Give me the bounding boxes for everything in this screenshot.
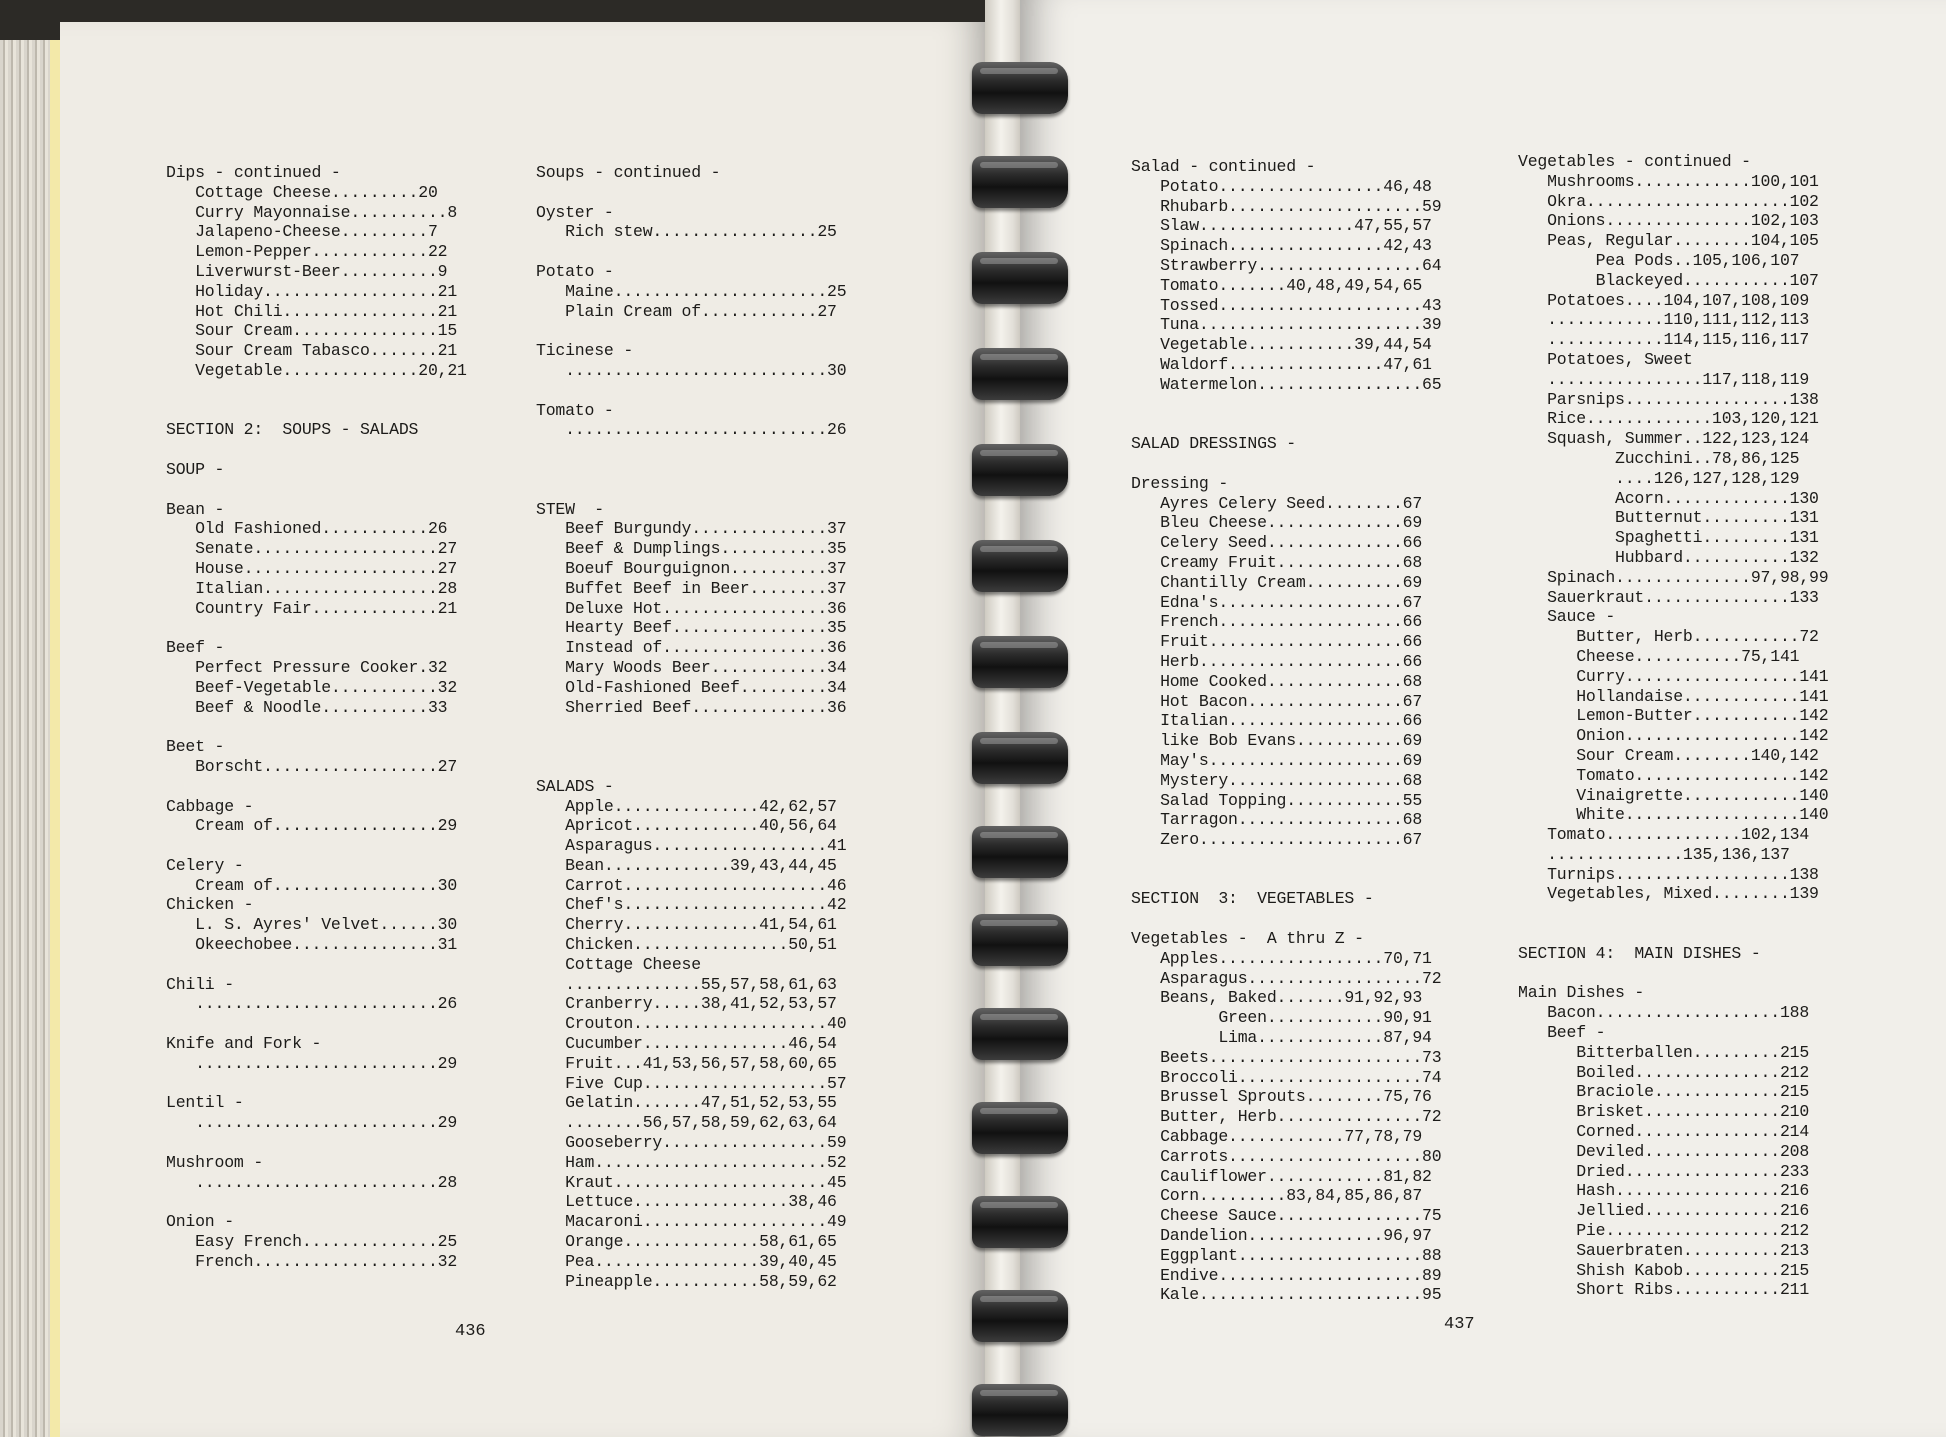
index-entry: Jellied..............216 [1518, 1201, 1810, 1221]
index-entry: Fruit...41,53,56,57,58,60,65 [536, 1053, 837, 1073]
index-entry [536, 717, 846, 737]
index-entry: Cauliflower............81,82 [1131, 1166, 1432, 1186]
index-entry [166, 618, 467, 638]
index-entry: Vegetables - continued - [1518, 152, 1751, 171]
index-entry: Cottage Cheese [536, 954, 701, 974]
page-stack-edge [0, 40, 60, 1437]
index-entry: Crouton....................40 [536, 1014, 847, 1034]
index-entry: Lentil - [166, 1093, 244, 1113]
index-entry: Sauerbraten..........213 [1518, 1240, 1810, 1260]
index-entry: Bean.............39,43,44,45 [536, 855, 837, 875]
index-entry: Boeuf Bourguignon..........37 [536, 558, 847, 578]
index-entry: Short Ribs...........211 [1518, 1280, 1810, 1300]
binding-ring [972, 1384, 1068, 1436]
index-entry [166, 381, 467, 401]
index-entry [536, 381, 846, 401]
index-entry: L. S. Ayres' Velvet......30 [166, 915, 458, 935]
index-entry: Blackeyed...........107 [1518, 270, 1819, 290]
index-entry: Spinach................42,43 [1131, 236, 1432, 256]
index-entry: Dips - continued - [166, 163, 341, 182]
index-entry: Beef-Vegetable...........32 [166, 677, 458, 697]
index-entry: Tarragon.................68 [1131, 810, 1423, 830]
index-entry: Knife and Fork - [166, 1034, 322, 1054]
index-entry: Five Cup...................57 [536, 1073, 847, 1093]
index-entry: Cheese...........75,141 [1518, 646, 1800, 666]
page-number-right: 437 [1444, 1315, 1475, 1334]
index-entry [1518, 924, 1828, 944]
index-entry: Mushroom - [166, 1152, 264, 1172]
index-entry: SALADS - [536, 776, 614, 796]
index-entry: Brussel Sprouts........75,76 [1131, 1087, 1432, 1107]
index-entry [536, 183, 846, 203]
index-entry: Corn.........83,84,85,86,87 [1131, 1186, 1423, 1206]
index-entry: Tossed.....................43 [1131, 295, 1442, 315]
index-entry: Cranberry.....38,41,52,53,57 [536, 994, 837, 1014]
index-entry: Mystery..................68 [1131, 770, 1423, 790]
index-entry: Zero.....................67 [1131, 830, 1423, 850]
index-entry: Hot Chili................21 [166, 301, 458, 321]
index-entry: Vegetable..............20,21 [166, 360, 467, 380]
index-entry: Beans, Baked.......91,92,93 [1131, 988, 1423, 1008]
index-entry: Gelatin.......47,51,52,53,55 [536, 1093, 837, 1113]
index-entry: STEW - [536, 499, 604, 519]
index-entry: ........56,57,58,59,62,63,64 [536, 1113, 837, 1133]
index-entry: Oyster - [536, 202, 614, 222]
binding-ring [972, 1102, 1068, 1154]
index-entry: Onions...............102,103 [1518, 211, 1819, 231]
index-entry [166, 480, 467, 500]
index-entry: Rhubarb....................59 [1131, 196, 1442, 216]
index-entry: Hot Bacon................67 [1131, 691, 1423, 711]
index-entry: Cottage Cheese.........20 [166, 182, 438, 202]
index-entry: Cream of.................30 [166, 875, 458, 895]
index-entry: Chantilly Cream..........69 [1131, 572, 1423, 592]
index-entry: White..................140 [1518, 805, 1829, 825]
index-entry: Holiday..................21 [166, 281, 458, 301]
binding-ring [972, 540, 1068, 592]
index-entry: Beet - [166, 737, 225, 757]
index-entry: Dressing - [1131, 473, 1229, 493]
index-entry: Okra.....................102 [1518, 191, 1819, 211]
index-entry: Cherry..............41,54,61 [536, 915, 837, 935]
index-entry: Home Cooked..............68 [1131, 671, 1423, 691]
index-entry: Lemon-Pepper............22 [166, 242, 448, 262]
index-entry: SECTION 2: SOUPS - SALADS [166, 420, 419, 440]
index-entry [166, 440, 467, 460]
index-entry: Potatoes....104,107,108,109 [1518, 290, 1810, 310]
index-entry: Kale.......................95 [1131, 1285, 1442, 1305]
index-entry: Butternut.........131 [1518, 508, 1819, 528]
index-entry: Waldorf................47,61 [1131, 354, 1432, 374]
index-entry: Gooseberry.................59 [536, 1133, 847, 1153]
index-entry: Strawberry.................64 [1131, 255, 1442, 275]
index-entry: Pie..................212 [1518, 1221, 1810, 1241]
index-entry: ..............135,136,137 [1518, 844, 1790, 864]
index-entry [166, 717, 467, 737]
index-entry: Sauce - [1518, 607, 1616, 627]
index-entry: Apple...............42,62,57 [536, 796, 837, 816]
binding-ring [972, 1290, 1068, 1342]
index-entry [536, 737, 846, 757]
index-entry: Deviled..............208 [1518, 1141, 1810, 1161]
index-entry: Peas, Regular........104,105 [1518, 231, 1819, 251]
index-entry: Sour Cream Tabasco.......21 [166, 341, 458, 361]
index-entry: Plain Cream of............27 [536, 301, 837, 321]
binding-ring [972, 1008, 1068, 1060]
index-entry: Main Dishes - [1518, 983, 1645, 1003]
index-entry: Italian..................28 [166, 578, 458, 598]
index-entry: Chicken - [166, 895, 254, 915]
index-entry: Broccoli...................74 [1131, 1067, 1442, 1087]
index-entry: Country Fair.............21 [166, 598, 458, 618]
index-entry: Herb.....................66 [1131, 651, 1423, 671]
index-entry: Senate...................27 [166, 539, 458, 559]
index-entry: Hash.................216 [1518, 1181, 1810, 1201]
index-entry: Tomato.................142 [1518, 765, 1829, 785]
index-entry: Cabbage............77,78,79 [1131, 1127, 1423, 1147]
index-entry: Liverwurst-Beer..........9 [166, 261, 448, 281]
index-entry: Boiled...............212 [1518, 1062, 1810, 1082]
index-entry: Asparagus..................72 [1131, 968, 1442, 988]
index-entry: Onion - [166, 1212, 234, 1232]
index-entry [1131, 909, 1441, 929]
index-entry: Beef & Noodle...........33 [166, 697, 448, 717]
index-entry: Hollandaise............141 [1518, 686, 1829, 706]
index-entry: May's....................69 [1131, 750, 1423, 770]
index-entry: Onion..................142 [1518, 726, 1829, 746]
index-entry: Edna's...................67 [1131, 592, 1423, 612]
index-entry: French...................66 [1131, 612, 1423, 632]
binding-ring [972, 348, 1068, 400]
index-entry: Carrot.....................46 [536, 875, 847, 895]
index-entry: Fruit....................66 [1131, 632, 1423, 652]
index-entry: Turnips..................138 [1518, 864, 1819, 884]
index-entry: Vinaigrette............140 [1518, 785, 1829, 805]
index-entry: Maine......................25 [536, 281, 847, 301]
index-entry: Zucchini..78,86,125 [1518, 448, 1800, 468]
index-entry: SALAD DRESSINGS - [1131, 434, 1296, 454]
index-entry: French...................32 [166, 1251, 458, 1271]
index-entry: ...........................30 [536, 360, 847, 380]
index-entry: ...........................26 [536, 420, 847, 440]
index-entry: .........................29 [166, 1053, 458, 1073]
index-entry: ................117,118,119 [1518, 369, 1810, 389]
index-entry: Borscht..................27 [166, 756, 458, 776]
index-entry: Pea.................39,40,45 [536, 1251, 837, 1271]
index-entry: Cream of.................29 [166, 816, 458, 836]
index-entry: Beef - [1518, 1023, 1606, 1043]
index-entry: Bitterballen.........215 [1518, 1042, 1810, 1062]
index-entry [536, 242, 846, 262]
index-entry: Potato.................46,48 [1131, 176, 1432, 196]
index-entry: Mushrooms............100,101 [1518, 171, 1819, 191]
index-entry: Kraut......................45 [536, 1172, 847, 1192]
index-entry: Butter, Herb...........72 [1518, 627, 1819, 647]
index-entry: Soups - continued - [536, 163, 721, 182]
binding-ring [972, 62, 1068, 114]
index-entry: Vegetable...........39,44,54 [1131, 335, 1432, 355]
index-entry: Tomato..............102,134 [1518, 825, 1810, 845]
index-entry: ............110,111,112,113 [1518, 310, 1810, 330]
index-entry: Eggplant...................88 [1131, 1245, 1442, 1265]
index-entry: SOUP - [166, 459, 225, 479]
index-entry: Watermelon.................65 [1131, 374, 1442, 394]
index-entry: Ayres Celery Seed........67 [1131, 493, 1423, 513]
index-entry: Vegetables - A thru Z - [1131, 929, 1364, 949]
index-entry: Beets......................73 [1131, 1047, 1442, 1067]
index-entry: Sherried Beef..............36 [536, 697, 847, 717]
index-entry: Potatoes, Sweet [1518, 349, 1693, 369]
index-entry: Okeechobee...............31 [166, 935, 458, 955]
index-entry: Ham........................52 [536, 1152, 847, 1172]
index-entry: Dandelion..............96,97 [1131, 1226, 1432, 1246]
index-entry: Lima.............87,94 [1131, 1028, 1432, 1048]
index-entry [166, 1192, 467, 1212]
index-entry [536, 440, 846, 460]
index-entry: Potato - [536, 261, 614, 281]
index-entry [1131, 414, 1441, 434]
index-entry: Hearty Beef................35 [536, 618, 847, 638]
index-entry: like Bob Evans...........69 [1131, 731, 1423, 751]
index-entry [166, 1014, 467, 1034]
index-entry: Italian..................66 [1131, 711, 1423, 731]
index-entry: Corned...............214 [1518, 1122, 1810, 1142]
index-entry: Green............90,91 [1131, 1008, 1432, 1028]
index-entry: Beef & Dumplings...........35 [536, 539, 847, 559]
index-entry: Dried................233 [1518, 1161, 1810, 1181]
index-entry: Chicken................50,51 [536, 935, 837, 955]
index-entry [536, 757, 846, 777]
index-entry: Braciole.............215 [1518, 1082, 1810, 1102]
index-column-right-1 [1131, 157, 1441, 1305]
index-entry: Slaw................47,55,57 [1131, 216, 1432, 236]
index-entry: Apricot.............40,56,64 [536, 816, 837, 836]
index-entry: Beef - [166, 638, 225, 658]
index-entry: Ticinese - [536, 341, 634, 361]
index-entry: SECTION 4: MAIN DISHES - [1518, 943, 1761, 963]
index-entry: Instead of.................36 [536, 638, 847, 658]
index-entry: Shish Kabob..........215 [1518, 1260, 1810, 1280]
binding-ring [972, 732, 1068, 784]
index-entry: Salad Topping............55 [1131, 790, 1423, 810]
index-entry: Bleu Cheese..............69 [1131, 513, 1423, 533]
index-entry [166, 955, 467, 975]
index-entry: Curry..................141 [1518, 666, 1829, 686]
index-entry: .........................26 [166, 994, 458, 1014]
index-entry: Mary Woods Beer............34 [536, 657, 847, 677]
index-entry [166, 1074, 467, 1094]
index-entry: Sauerkraut...............133 [1518, 587, 1819, 607]
index-entry: Bacon...................188 [1518, 1003, 1810, 1023]
index-entry: Easy French..............25 [166, 1232, 458, 1252]
index-entry: Salad - continued - [1131, 157, 1316, 176]
index-entry: Rice.............103,120,121 [1518, 409, 1819, 429]
index-entry: Tuna.......................39 [1131, 315, 1442, 335]
index-entry [1131, 395, 1441, 415]
index-entry [166, 401, 467, 421]
index-entry: Tomato - [536, 400, 614, 420]
index-entry: Deluxe Hot.................36 [536, 598, 847, 618]
index-entry: Sour Cream...............15 [166, 321, 458, 341]
index-entry: .........................28 [166, 1172, 458, 1192]
index-entry [1131, 454, 1441, 474]
index-entry: ....126,127,128,129 [1518, 468, 1800, 488]
index-entry: Apples.................70,71 [1131, 948, 1432, 968]
binding-ring [972, 914, 1068, 966]
index-entry: Cucumber...............46,54 [536, 1034, 837, 1054]
index-entry [536, 460, 846, 480]
index-entry [166, 1133, 467, 1153]
index-entry [1518, 904, 1828, 924]
index-entry: Acorn.............130 [1518, 488, 1819, 508]
index-entry: Curry Mayonnaise..........8 [166, 202, 458, 222]
binding-ring [972, 252, 1068, 304]
index-entry: Endive.....................89 [1131, 1265, 1442, 1285]
index-entry: Old-Fashioned Beef.........34 [536, 677, 847, 697]
index-entry: ............114,115,116,117 [1518, 330, 1810, 350]
index-entry: Vegetables, Mixed........139 [1518, 884, 1819, 904]
index-entry [1518, 964, 1828, 984]
index-entry: Pea Pods..105,106,107 [1518, 250, 1800, 270]
index-column-left-1 [166, 163, 467, 1272]
index-entry: Carrots....................80 [1131, 1146, 1442, 1166]
index-entry: Bean - [166, 499, 225, 519]
index-entry: Parsnips.................138 [1518, 389, 1819, 409]
index-entry: Spaghetti.........131 [1518, 528, 1819, 548]
page-number-left: 436 [455, 1322, 486, 1341]
index-entry [536, 321, 846, 341]
binding-ring [972, 444, 1068, 496]
index-entry: Squash, Summer..122,123,124 [1518, 429, 1810, 449]
index-entry: Asparagus..................41 [536, 836, 847, 856]
index-entry [536, 480, 846, 500]
index-entry: Macaroni...................49 [536, 1212, 847, 1232]
index-entry: Chili - [166, 974, 234, 994]
index-entry: Celery - [166, 855, 244, 875]
index-entry: Lemon-Butter...........142 [1518, 706, 1829, 726]
index-entry: Cheese Sauce...............75 [1131, 1206, 1442, 1226]
index-entry: Spinach..............97,98,99 [1518, 567, 1829, 587]
index-entry [1131, 870, 1441, 890]
index-entry: Hubbard...........132 [1518, 547, 1819, 567]
binding-ring [972, 1196, 1068, 1248]
index-entry: Tomato.......40,48,49,54,65 [1131, 275, 1423, 295]
index-entry: Brisket..............210 [1518, 1102, 1810, 1122]
index-entry [1131, 850, 1441, 870]
index-entry: Creamy Fruit.............68 [1131, 552, 1423, 572]
index-entry: Pineapple...........58,59,62 [536, 1271, 837, 1291]
index-entry: Lettuce................38,46 [536, 1192, 837, 1212]
index-entry: Butter, Herb...............72 [1131, 1107, 1442, 1127]
index-entry: SECTION 3: VEGETABLES - [1131, 889, 1374, 909]
index-entry: Old Fashioned...........26 [166, 519, 448, 539]
index-entry: House....................27 [166, 558, 458, 578]
index-column-right-2 [1518, 152, 1828, 1300]
index-entry: Buffet Beef in Beer........37 [536, 578, 847, 598]
index-entry: Rich stew.................25 [536, 222, 837, 242]
index-entry: Perfect Pressure Cooker.32 [166, 657, 448, 677]
index-entry: Beef Burgundy..............37 [536, 519, 847, 539]
index-entry: Sour Cream........140,142 [1518, 745, 1819, 765]
index-entry: Chef's.....................42 [536, 895, 847, 915]
index-entry: Celery Seed..............66 [1131, 533, 1423, 553]
binding-ring [972, 636, 1068, 688]
binding-ring [972, 156, 1068, 208]
index-entry: .........................29 [166, 1113, 458, 1133]
binding-ring [972, 826, 1068, 878]
index-entry [166, 777, 467, 797]
index-entry [166, 836, 467, 856]
index-entry: Orange..............58,61,65 [536, 1232, 837, 1252]
index-column-left-2 [536, 163, 846, 1291]
index-entry: Cabbage - [166, 796, 254, 816]
index-entry: ..............55,57,58,61,63 [536, 974, 837, 994]
index-entry: Jalapeno-Cheese.........7 [166, 222, 438, 242]
